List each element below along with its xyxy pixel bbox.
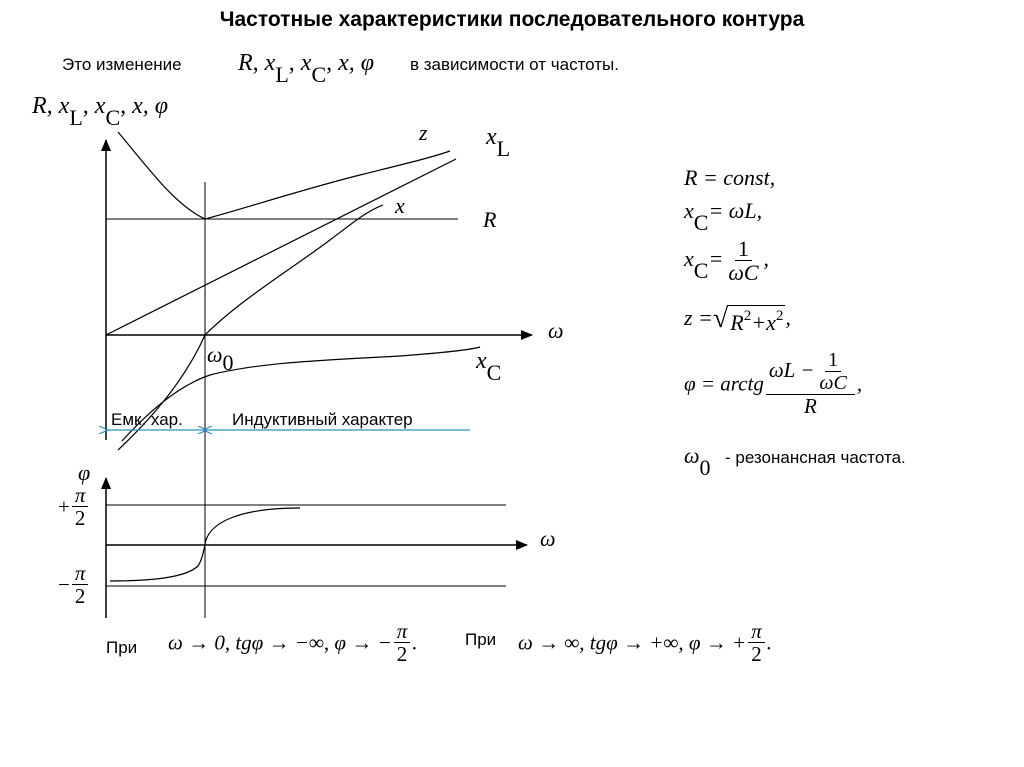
intro-math: R, $x_L$, $x_C$, x, φ — [238, 50, 375, 87]
formula-xC: $x_C=$ $\frac{1}{\omega C}$ , — [684, 236, 770, 286]
omega0-label: $\omega_0$ — [207, 342, 234, 375]
phi-axis-label: φ — [78, 460, 91, 485]
intro-suffix: в зависимости от частоты. — [410, 55, 619, 74]
inductive-label: Индуктивный характер — [232, 410, 413, 429]
plus-pi-2-label: + $\frac{\pi}{2}$ — [58, 484, 90, 530]
bottom-omega-label: ω — [540, 526, 556, 551]
x-label: x — [395, 193, 405, 218]
limit-left-expr: ω → 0, tgφ → −∞, φ → − $\frac{\pi}{2}$ . — [168, 619, 418, 667]
formula-xL: $x_C= \omega L$, — [684, 198, 763, 235]
formula-phi: φ = arctg ωL − $\frac{1}{\omega C}$ R , — [684, 349, 863, 418]
xC-label: $x_C$ — [476, 348, 502, 385]
top-y-axis-label: R, $x_L$, $x_C$, x, φ — [32, 93, 169, 130]
limit-right-expr: ω → ∞, tgφ → +∞, φ → + $\frac{\pi}{2}$ . — [518, 619, 772, 667]
limit-left-when: При — [106, 638, 138, 657]
capacitive-label: Емк. хар. — [111, 410, 183, 429]
xL-curve — [106, 159, 456, 335]
R-label: R — [483, 207, 497, 232]
z-label: z — [419, 120, 428, 145]
formula-omega0: $\omega_0$ - резонансная частота. — [684, 443, 906, 480]
intro-prefix: Это изменение — [62, 55, 182, 74]
top-omega-label: ω — [548, 318, 564, 343]
formula-z: z = √ $R^2+x^2$ , — [684, 303, 791, 335]
limit-right-when: При — [465, 630, 497, 649]
xL-label: $x_L$ — [486, 124, 511, 161]
minus-pi-2-label: − $\frac{\pi}{2}$ — [58, 562, 90, 608]
formula-R-const: R = const, — [684, 165, 776, 190]
page-title: Частотные характеристики последовательного контура — [219, 8, 805, 31]
